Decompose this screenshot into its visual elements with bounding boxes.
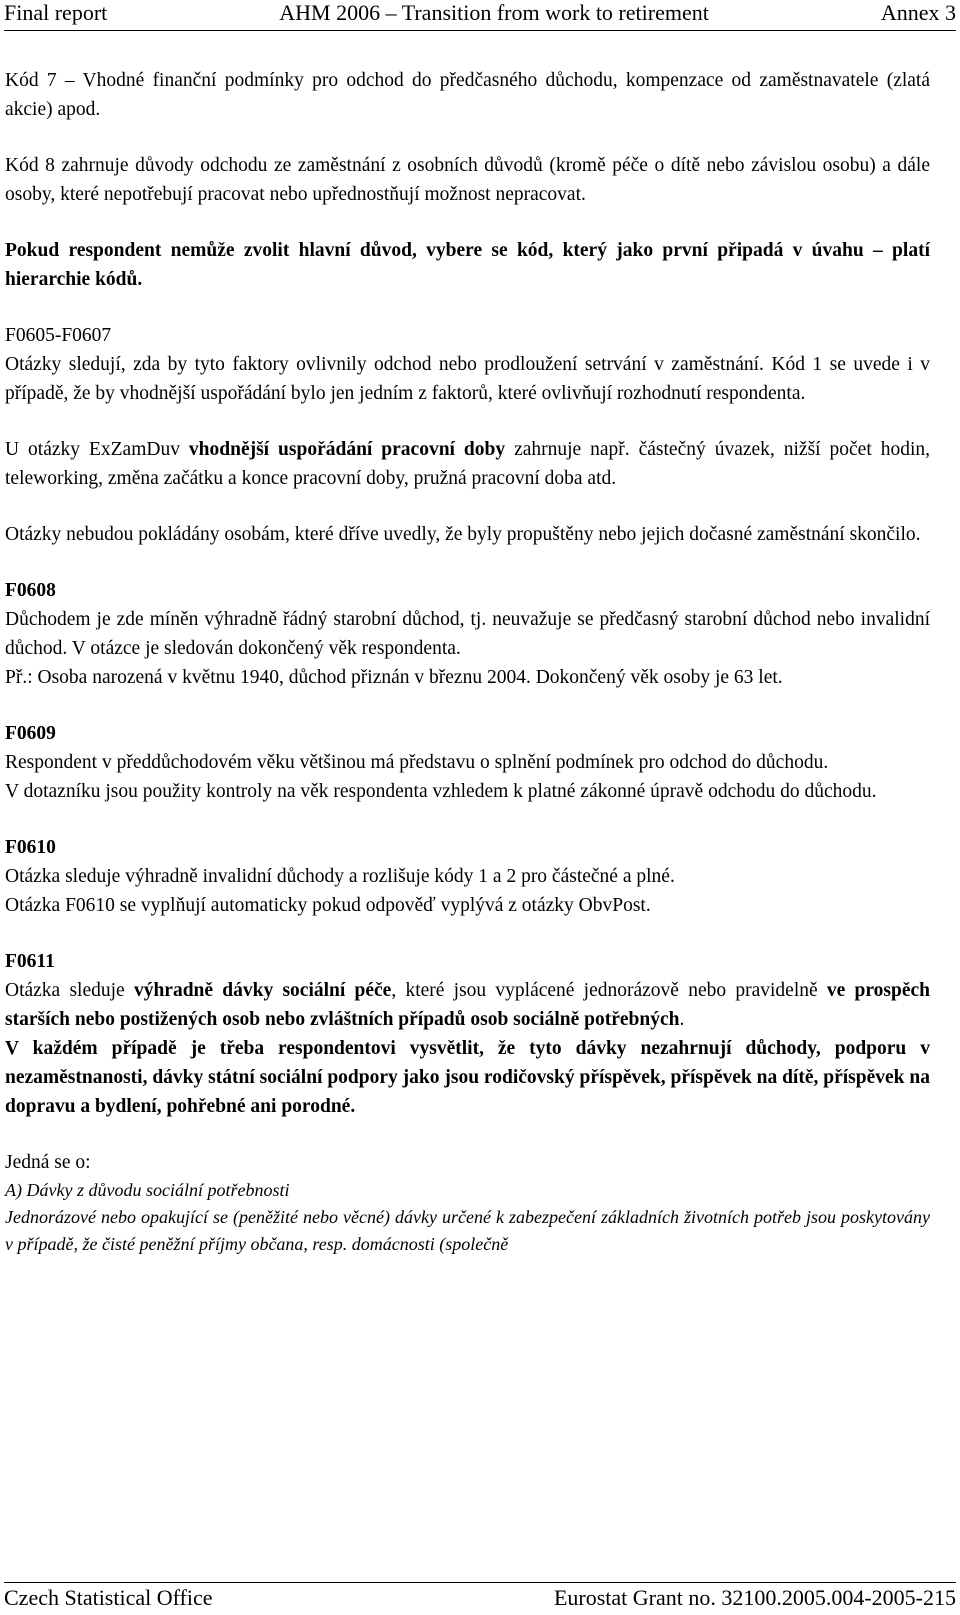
f0611-text-middle: , které jsou vyplácené jednorázově nebo pravidelně — [391, 980, 827, 1001]
paragraph-code-8: Kód 8 zahrnuje důvody odchodu ze zaměstnání z osobních důvodů (kromě péče o dítě nebo závislou osobu) a dále osoby, které nepotřebují pracovat nebo upřednostňují možnost nepracovat. — [5, 155, 930, 205]
section-heading-f0609: F0609 — [5, 723, 56, 744]
paragraph-excluded-persons: Otázky nebudou pokládány osobám, které dříve uvedly, že byly propuštěny nebo jejich dočasné zaměstnání skončilo. — [5, 524, 921, 545]
exzamduv-text-end: zahrnuje např. částečný úvazek, nižší počet hodin, teleworking, změna začátku a konce pracovní doby, pružná pracovní doba atd. — [5, 439, 930, 489]
header-report-label: Final report — [4, 0, 108, 25]
subheading-social-need-benefits: A) Dávky z důvodu sociální potřebnosti — [5, 1180, 290, 1200]
paragraph-f0605-description: Otázky sledují, zda by tyto faktory ovlivnily odchod nebo prodloužení setrvání v zaměstnání. Kód 1 se uvede i v případě, že by vhodnější uspořádání bylo jen jedním z faktorů, které ovlivňují rozhodnutí respondenta. — [5, 354, 930, 404]
page-header — [4, 0, 956, 31]
header-document-title: AHM 2006 – Transition from work to retirement — [279, 0, 709, 25]
paragraph-f0609-description: Respondent v předdůchodovém věku většinou má představu o splnění podmínek pro odchod do důchodu. — [5, 752, 829, 773]
paragraph-f0609-controls: V dotazníku jsou použity kontroly na věk respondenta vzhledem k platné zákonné úpravě odchodu do důchodu. — [5, 781, 877, 802]
paragraph-list-intro: Jedná se o: — [5, 1152, 91, 1173]
section-heading-f0611: F0611 — [5, 951, 55, 972]
paragraph-f0611-description — [5, 976, 930, 1034]
footer-office-label: Czech Statistical Office — [4, 1585, 213, 1610]
header-annex-label: Annex 3 — [880, 0, 956, 25]
f0611-text-bold-1: výhradně dávky sociální péče — [133, 980, 392, 1001]
paragraph-social-need-description: Jednorázové nebo opakující se (peněžité nebo věcné) dávky určené k zabezpečení základních životních potřeb jsou poskytovány v případě, že čisté peněžní příjmy občana, resp. domácnosti (společně — [5, 1207, 930, 1254]
exzamduv-text-start: U otázky ExZamDuv — [5, 439, 189, 460]
paragraph-f0611-warning: V každém případě je třeba respondentovi vysvětlit, že tyto dávky nezahrnují důchody, podporu v nezaměstnanosti, dávky státní sociální podpory jako jsou rodičovský příspěvek, příspěvek na dítě, příspěvek na dopravu a bydlení, pohřebné ani porodné. — [5, 1038, 930, 1117]
section-heading-f0605: F0605-F0607 — [5, 325, 112, 346]
paragraph-exzamduv — [5, 435, 930, 493]
f0611-text-bold-2: ve prospěch starších nebo postižených osob nebo zvláštních případů osob sociálně potřebných — [5, 980, 931, 1030]
paragraph-code-7: Kód 7 – Vhodné finanční podmínky pro odchod do předčasného důchodu, kompenzace od zaměstnavatele (zlatá akcie) apod. — [5, 70, 930, 120]
f0611-text-end: . — [679, 1009, 685, 1030]
paragraph-f0608-example: Př.: Osoba narozená v květnu 1940, důchod přiznán v březnu 2004. Dokončený věk osoby je 63 let. — [5, 667, 783, 688]
exzamduv-text-bold: vhodnější uspořádání pracovní doby — [188, 439, 506, 460]
section-heading-f0610: F0610 — [5, 837, 56, 858]
page-footer — [4, 1582, 956, 1615]
section-heading-f0608: F0608 — [5, 580, 56, 601]
paragraph-hierarchy-note: Pokud respondent nemůže zvolit hlavní důvod, vybere se kód, který jako první připadá v úvahu – platí hierarchie kódů. — [5, 240, 930, 290]
paragraph-f0608-description: Důchodem je zde míněn výhradně řádný starobní důchod, tj. neuvažuje se předčasný starobní důchod nebo invalidní důchod. V otázce je sledován dokončený věk respondenta. — [5, 609, 930, 659]
f0611-text-start: Otázka sleduje — [5, 980, 134, 1001]
paragraph-f0610-automatic: Otázka F0610 se vyplňují automaticky pokud odpověď vyplývá z otázky ObvPost. — [5, 895, 651, 916]
paragraph-f0610-description: Otázka sleduje výhradně invalidní důchody a rozlišuje kódy 1 a 2 pro částečné a plné. — [5, 866, 675, 887]
document-body — [5, 66, 930, 1258]
footer-grant-number: Eurostat Grant no. 32100.2005.004-2005-215 — [553, 1585, 956, 1610]
